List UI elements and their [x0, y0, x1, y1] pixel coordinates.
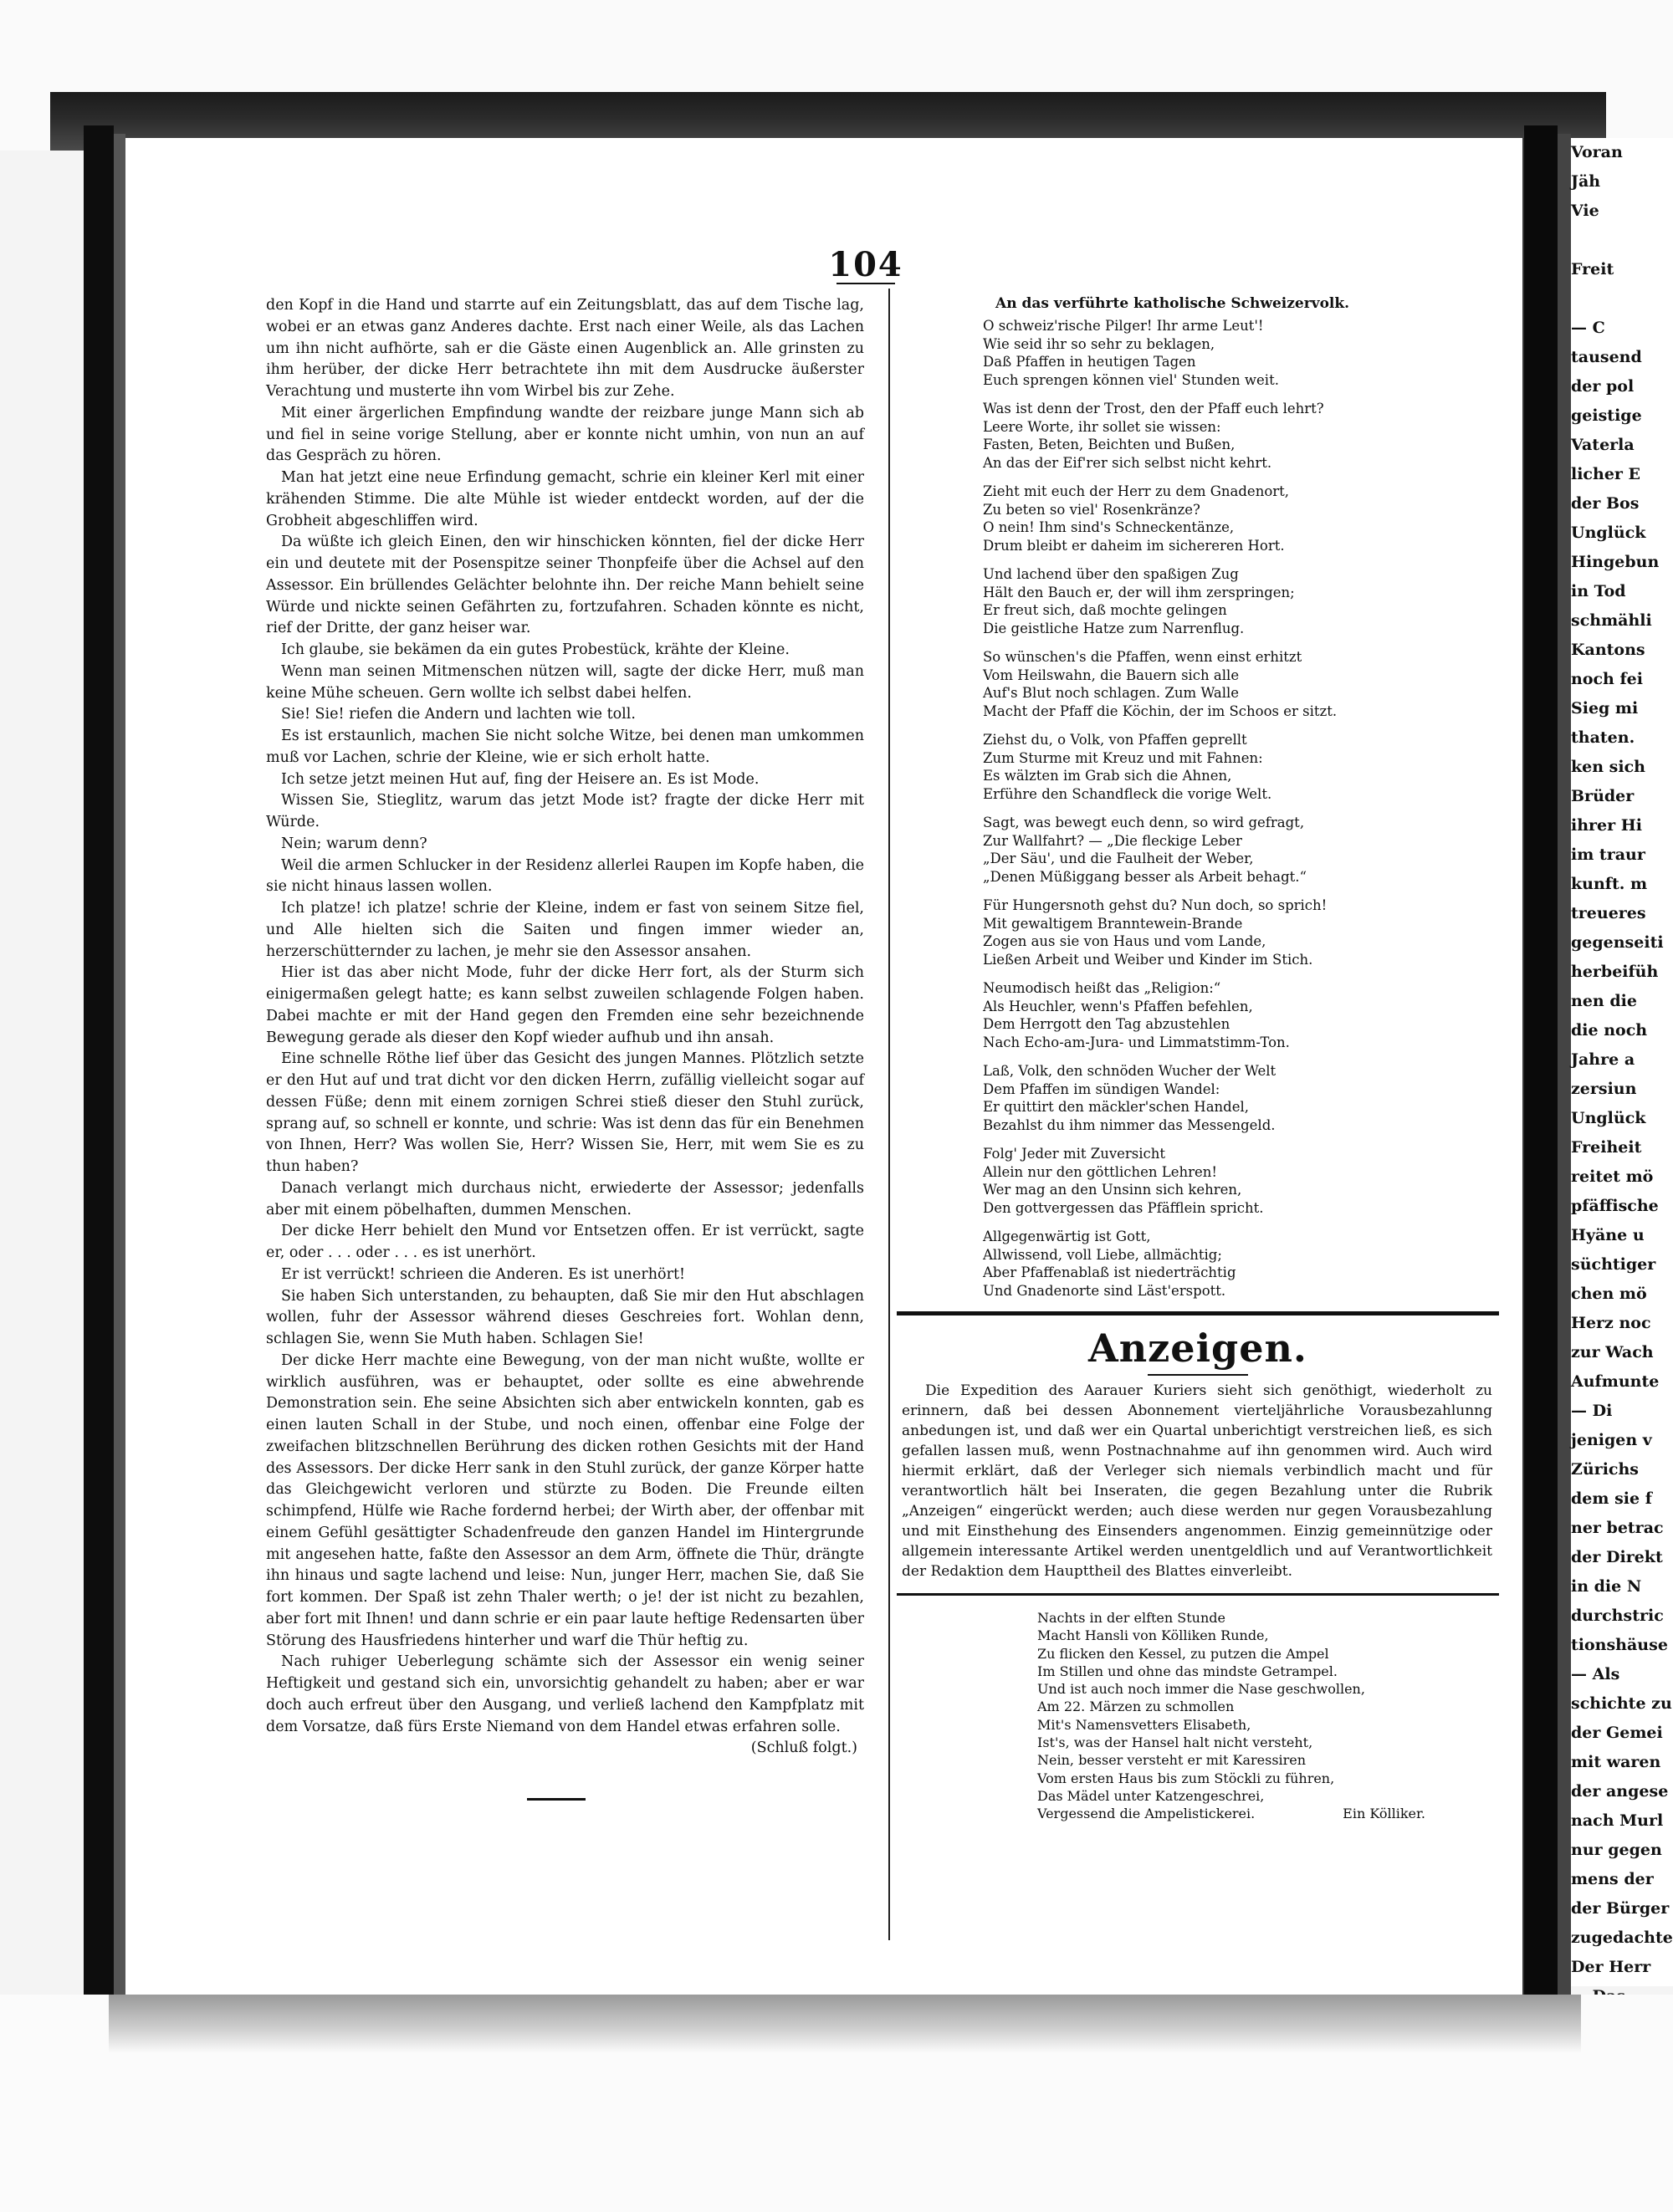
poem-line: Zogen aus sie von Haus und vom Lande,	[983, 933, 1266, 949]
story-paragraph: Sie haben Sich unterstanden, zu behaupten, daß Sie mir den Hut abschlagen wollen, fuhr der Assessor während dieses Geschreies fort. Wohlan denn, schlagen Sie, wenn Sie Muth haben. Schlagen Sie!	[266, 1287, 864, 1347]
poem-line: O nein! Ihm sind's Schneckentänze,	[983, 519, 1235, 535]
next-page-line: licher E	[1571, 465, 1641, 483]
next-page-line: Herz noc	[1571, 1314, 1651, 1332]
ad-verse-line: Ist's, was der Hansel halt nicht versteht,	[1037, 1734, 1313, 1751]
next-page-line: Hyäne u	[1571, 1226, 1645, 1244]
poem-line: Mit gewaltigem Branntewein-Brande	[983, 915, 1243, 932]
next-page-line: thaten.	[1571, 728, 1635, 747]
story-column	[266, 295, 864, 1801]
poem	[983, 317, 1499, 1300]
poem-line: Laß, Volk, den schnöden Wucher der Welt	[983, 1063, 1276, 1079]
ads-notice: Die Expedition des Aarauer Kuriers sieht sich genöthigt, wiederholt zu erinnern, daß bei dessen Abonnement vierteljährliche Vorausbezahlunng anbedungen ist, und daß wer ein Quartal unberichtigt verstreichen ließ, es sich gefallen lassen muß, wenn Postnachnahme auf ihn genommen wird. Auch wird hiermit erklärt, daß der Verleger sich niemals verbindlich macht und für verantwortlich hält bei Inseraten, die gegen Bezahlung unter die Rubrik „Anzeigen“ eingerückt werden; auch diese werden nur gegen Vorausbezahlung und mit Einsthehung des Einsenders angenommen. Einzig gemeinnützige oder allgemein interessante Artikel werden unentgeldlich und auf Verantwortlichkeit der Redaktion dem Haupttheil des Blattes einverleibt.	[902, 1382, 1492, 1580]
poem-line: Er freut sich, daß mochte gelingen	[983, 602, 1227, 618]
ad-verse-line: Nachts in der elften Stunde	[1037, 1610, 1225, 1626]
next-page-line: jenigen v	[1571, 1431, 1652, 1449]
story-paragraph: Es ist erstaunlich, machen Sie nicht solche Witze, bei denen man umkommen muß vor Lachen, schrie der Kleine, wie er sich erholt hatte.	[266, 728, 864, 766]
right-column	[897, 295, 1499, 1823]
next-page-line: — Di	[1571, 1402, 1613, 1420]
next-page-line: treueres	[1571, 904, 1646, 922]
poem-line: Ließen Arbeit und Weiber und Kinder im Stich.	[983, 951, 1313, 968]
story-paragraph: Ich platze! ich platze! schrie der Kleine, indem er fast von seinem Sitze fiel, und Alle hielten sich die Saiten und fingen immer wieder an, herzerschütternder zu lachen, je mehr sie den Assessor ansahen.	[266, 900, 864, 960]
poem-line: Aber Pfaffenablaß ist niederträchtig	[983, 1264, 1236, 1280]
poem-line: Allein nur den göttlichen Lehren!	[983, 1163, 1218, 1180]
poem-title: An das verführte katholische Schweizervolk.	[995, 295, 1350, 312]
next-page-line: dem sie f	[1571, 1489, 1652, 1508]
story-paragraph: Wenn man seinen Mitmenschen nützen will, sagte der dicke Herr, muß man keine Mühe scheuen. Gern wollte ich selbst dabei helfen.	[266, 662, 864, 702]
ads-heading: Anzeigen.	[1088, 1326, 1307, 1371]
poem-line: Ziehst du, o Volk, von Pfaffen geprellt	[983, 732, 1247, 748]
next-page-line: — C	[1571, 319, 1605, 337]
next-page-line: ner betrac	[1571, 1519, 1664, 1537]
poem-line: Nach Echo-am-Jura- und Limmatstimm-Ton.	[983, 1034, 1290, 1050]
ad-verse-line: Am 22. Märzen zu schmollen	[1037, 1699, 1235, 1715]
next-page-line: Aufmunte	[1571, 1372, 1660, 1391]
next-page-line: Kantons	[1571, 641, 1645, 659]
poem-line: Folg' Jeder mit Zuversicht	[983, 1146, 1166, 1162]
story-paragraph: Nach ruhiger Ueberlegung schämte sich der Assessor ein wenig seiner Heftigkeit und gestand sich ein, unvorsichtig gehandelt zu haben; aber er war doch auch erfreut über den Ausgang, und verließ lachend den Kampfplatz mit dem Vorsatze, daß fürs Erste Niemand von dem Handel etwas erfahren solle.	[266, 1653, 864, 1735]
ads-notice-rule	[897, 1593, 1499, 1596]
next-page-line: Vie	[1571, 202, 1599, 220]
next-page-line: Brüder	[1571, 787, 1635, 805]
next-page-line: die noch	[1571, 1021, 1648, 1040]
poem-line: Auf's Blut noch schlagen. Zum Walle	[983, 685, 1240, 701]
next-page-line: Jahre a	[1571, 1050, 1635, 1069]
poem-stanza	[983, 1062, 1499, 1134]
next-page-line: der Gemei	[1571, 1724, 1663, 1742]
poem-stanza	[983, 814, 1499, 886]
poem-line: Leere Worte, ihr sollet sie wissen:	[983, 418, 1221, 435]
poem-stanza	[983, 1145, 1499, 1217]
poem-line: Erführe den Schandfleck die vorige Welt.	[983, 785, 1272, 802]
column-divider	[888, 289, 890, 1940]
next-page-line: nur gegen	[1571, 1841, 1662, 1859]
page-binding-gutter	[1524, 125, 1558, 2049]
story-paragraph: Nein; warum denn?	[281, 835, 427, 852]
ad-verse-line: Das Mädel unter Katzengeschrei,	[1037, 1787, 1265, 1804]
poem-line: Zu beten so viel' Rosenkränze?	[983, 501, 1200, 518]
next-page-line: der pol	[1571, 377, 1635, 396]
next-page-line: mens der	[1571, 1870, 1654, 1888]
scan-left-edge-shade	[114, 134, 125, 1999]
next-page-line: Unglück	[1571, 1109, 1646, 1127]
ad-signature: Ein Kölliker.	[1343, 1806, 1425, 1822]
poem-line: Hält den Bauch er, der will ihm zerspringen;	[983, 584, 1295, 600]
next-page-line: — Als	[1571, 1665, 1620, 1683]
next-page-line: süchtiger	[1571, 1255, 1656, 1274]
scan-bottom-margin	[0, 1995, 1673, 2212]
next-page-line: Freiheit	[1571, 1138, 1642, 1157]
next-page-line: Der Herr	[1571, 1958, 1651, 1976]
story-paragraph: Da wüßte ich gleich Einen, den wir hinschicken könnten, fiel der dicke Herr ein und deutete mit der Posenspitze seiner Thonpfeife über die Achsel auf den Assessor. Ein brüllendes Gelächter belohnte ihn. Der reiche Mann behielt seine Würde und nickte seinen Gefährten zu, fortzufahren. Schaden könnte es nicht, rief der Dritte, der ganz heiser war.	[266, 534, 864, 637]
page-number: 104	[828, 245, 903, 284]
section-rule	[897, 1311, 1499, 1315]
poem-line: Die geistliche Hatze zum Narrenflug.	[983, 620, 1245, 636]
poem-line: Zieht mit euch der Herr zu dem Gnadenort,	[983, 483, 1290, 499]
poem-line: Euch sprengen können viel' Stunden weit.	[983, 371, 1279, 388]
poem-line: Dem Herrgott den Tag abzustehlen	[983, 1016, 1230, 1032]
next-page-line: Jäh	[1571, 172, 1601, 191]
poem-line: Dem Pfaffen im sündigen Wandel:	[983, 1080, 1220, 1097]
poem-line: Neumodisch heißt das „Religion:“	[983, 980, 1221, 996]
next-page-line	[1571, 226, 1673, 255]
poem-line: „Denen Müßiggang besser als Arbeit behagt.“	[983, 868, 1307, 885]
poem-stanza	[983, 731, 1499, 803]
next-page-line: Zürichs	[1571, 1460, 1639, 1479]
next-page-line: nach Murl	[1571, 1811, 1664, 1830]
story-end-rule	[527, 1798, 586, 1801]
poem-stanza	[983, 979, 1499, 1051]
next-page-line: der angese	[1571, 1782, 1669, 1801]
next-page-line: gegenseiti	[1571, 933, 1664, 952]
next-page-line: mit waren	[1571, 1753, 1661, 1771]
continued-note-row	[266, 1738, 864, 1760]
poem-line: Für Hungersnoth gehst du? Nun doch, so sprich!	[983, 897, 1328, 913]
poem-line: Wie seid ihr so sehr zu beklagen,	[983, 335, 1215, 352]
poem-line: Allgegenwärtig ist Gott,	[983, 1229, 1151, 1244]
next-page-line: kunft. m	[1571, 875, 1648, 893]
poem-line: Und Gnadenorte sind Läst'erspott.	[983, 1282, 1226, 1299]
continued-note: (Schluß folgt.)	[750, 1739, 857, 1757]
ad-verse	[1037, 1609, 1499, 1823]
next-page-line: in die N	[1571, 1577, 1642, 1596]
next-page-line: zersiun	[1571, 1080, 1637, 1098]
next-page-line: in Tod	[1571, 582, 1626, 600]
poem-line: Zur Wallfahrt? — „Die fleckige Leber	[983, 832, 1242, 849]
story-paragraph: Er ist verrückt! schrieen die Anderen. Es ist unerhört!	[281, 1265, 686, 1283]
next-page-line	[1571, 284, 1673, 314]
ad-verse-line: Nein, besser versteht er mit Karessiren	[1037, 1752, 1307, 1769]
story-paragraph: Der dicke Herr behielt den Mund vor Entsetzen offen. Er ist verrückt, sagte er, oder . . . oder . . . es ist unerhört.	[266, 1223, 864, 1261]
ad-verse-line	[1037, 1805, 1499, 1822]
next-page-line: tionshäuse	[1571, 1636, 1668, 1654]
story-paragraph: Sie! Sie! riefen die Andern und lachten wie toll.	[281, 706, 636, 723]
poem-stanza	[983, 648, 1499, 720]
ad-verse-line: Im Stillen und ohne das mindste Getrampel.	[1037, 1663, 1338, 1679]
ad-verse-line-text: Vergessend die Ampelistickerei.	[1037, 1806, 1256, 1822]
poem-line: An das der Eif'rer sich selbst nicht kehrt.	[983, 454, 1272, 471]
next-page-line: tausend	[1571, 348, 1642, 366]
poem-line: O schweiz'rische Pilger! Ihr arme Leut'!	[983, 318, 1264, 334]
poem-line: Drum bleibt er daheim im sichereren Hort.	[983, 537, 1285, 554]
next-page-line: zugedachte	[1571, 1928, 1673, 1947]
next-page-line: der Direkt	[1571, 1548, 1663, 1566]
poem-line: Zum Sturme mit Kreuz und mit Fahnen:	[983, 749, 1263, 766]
scan-top-margin	[0, 0, 1673, 151]
next-page-line: ihrer Hi	[1571, 816, 1642, 835]
story-paragraph: Mit einer ärgerlichen Empfindung wandte der reizbare junge Mann sich ab und fiel in seine vorige Stellung, aber er konnte nicht umhin, von nun an auf das Gespräch zu hören.	[266, 404, 864, 465]
story-paragraph: Hier ist das aber nicht Mode, fuhr der dicke Herr fort, als der Sturm sich einigermaßen gelegt hatte; es kann selbst zuweilen schlagende Folgen haben. Dabei machte er mit der Hand gegen den Fremden eine sehr bezeichnende Bewegung gerade als dieser den Kopf wieder aufhub und ihn ansah.	[266, 964, 864, 1046]
story-paragraph: Danach verlangt mich durchaus nicht, erwiederte der Assessor; jedenfalls aber mit einem pöbelhaften, dummen Menschen.	[266, 1179, 864, 1218]
story-paragraph: Weil die armen Schlucker in der Residenz allerlei Raupen im Kopfe haben, die sie nicht hinaus lassen wollen.	[266, 856, 864, 896]
ads-heading-rule	[1148, 1374, 1248, 1376]
next-page-line: geistige	[1571, 406, 1642, 425]
poem-stanza	[983, 897, 1499, 968]
poem-stanza	[983, 483, 1499, 554]
ad-verse-line: Zu flicken den Kessel, zu putzen die Ampel	[1037, 1645, 1329, 1662]
poem-line: Fasten, Beten, Beichten und Bußen,	[983, 437, 1236, 452]
next-page-line: chen mö	[1571, 1285, 1647, 1303]
ad-verse-lines	[1037, 1609, 1499, 1823]
poem-line: Es wälzten im Grab sich die Ahnen,	[983, 768, 1232, 784]
story-paragraph: Eine schnelle Röthe lief über das Gesicht des jungen Mannes. Plötzlich setzte er den Hut auf und trat dicht vor den dicken Herrn, zufällig vielleicht sogar auf dessen Füße; denn mit einem zornigen Schrei stieß dieser den Stuhl zurück, sprang auf, so schnell er konnte, und schrie: Was ist denn das für ein Benehmen von Ihnen, Herr? Was wollen Sie, Herr? Wissen Sie, Herr, mit wem Sie es zu thun haben?	[266, 1050, 864, 1175]
next-page-line: Freit	[1571, 260, 1614, 278]
next-page-line: noch fei	[1571, 670, 1643, 688]
page-binding-shade	[1558, 134, 1571, 2041]
poem-line: Wer mag an den Unsinn sich kehren,	[983, 1182, 1242, 1198]
next-page-line: nen die	[1571, 992, 1637, 1010]
next-page-line: im traur	[1571, 845, 1645, 864]
next-page-line: schichte zu	[1571, 1694, 1672, 1713]
next-page-line: pfäffische	[1571, 1197, 1659, 1215]
next-page-fragment	[1571, 138, 1673, 1986]
story-paragraph: den Kopf in die Hand und starrte auf ein Zeitungsblatt, das auf dem Tische lag, wobei er an etwas ganz Anderes dachte. Erst nach einer Weile, als das Lachen um ihn nicht aufhörte, sah er die Gäste einen Augenblick an. Alle grinsten zu ihm herüber, der dicke Herr betrachtete ihn mit dem Ausdrucke äußerster Verachtung und musterte ihn vom Wirbel bis zur Zehe.	[266, 297, 864, 400]
story-paragraph: Ich glaube, sie bekämen da ein gutes Probestück, krähte der Kleine.	[281, 641, 790, 658]
poem-line: So wünschen's die Pfaffen, wenn einst erhitzt	[983, 649, 1302, 665]
poem-line: Bezahlst du ihm nimmer das Messengeld.	[983, 1116, 1276, 1133]
poem-line: Als Heuchler, wenn's Pfaffen befehlen,	[983, 998, 1253, 1014]
next-page-line: der Bürger	[1571, 1899, 1670, 1918]
ad-verse-line: Vom ersten Haus bis zum Stöckli zu führen,	[1037, 1770, 1335, 1786]
poem-stanza	[983, 400, 1499, 472]
poem-line: Macht der Pfaff die Köchin, der im Schoos er sitzt.	[983, 702, 1338, 719]
ad-verse-line: Macht Hansli von Kölliken Runde,	[1037, 1627, 1269, 1644]
next-page-line: zur Wach	[1571, 1343, 1654, 1361]
next-page-line: Hingebun	[1571, 553, 1660, 571]
poem-stanza	[983, 565, 1499, 637]
poem-line: Allwissend, voll Liebe, allmächtig;	[983, 1246, 1222, 1263]
next-page-line: Vaterla	[1571, 436, 1635, 454]
page-number-rule	[836, 283, 895, 284]
story-paragraph: Der dicke Herr machte eine Bewegung, von der man nicht wußte, wollte er wirklich ausführen, was er behauptet, oder sollte es eine abwehrende Demonstration sein. Ehe seine Absichten sich aber entwickeln konnten, gab es einen lauten Schall in der Stube, und noch einen, offenbar eine Folge der zweifachen blitzschnellen Berührung des dicken rothen Gesichts mit der Hand des Assessors. Der dicke Herr sank in den Stuhl zurück, der ganze Körper hatte das Gleichgewicht verloren und stürzte zu Boden. Die Freunde eilten schimpfend, Hülfe wie Rache fordernd herbei; der Wirth aber, der offenbar mit einem Gefühl gesättigter Schadenfreude den ganzen Handel im Hintergrunde mit angesehen hatte, faßte den Assessor an dem Arm, öffnete die Thür, drängte ihn hinaus und sagte lachend und leise: Nun, junger Herr, machen Sie, daß Sie fort kommen. Der Spaß ist zehn Thaler werth; o je! der ist nicht zu bezahlen, aber fort mit Ihnen! und dann schrie er ein paar laute heftige Redensarten über Störung des Hausfriedens hinterher und warf die Thür heftig zu.	[266, 1351, 864, 1649]
next-page-lines	[1571, 138, 1673, 2041]
story-paragraph: Man hat jetzt eine neue Erfindung gemacht, schrie ein kleiner Kerl mit einer krähenden Stimme. Die alte Mühle ist wieder entdeckt worden, auf der die Grobheit abgeschliffen wird.	[266, 469, 864, 529]
poem-line: Was ist denn der Trost, den der Pfaff euch lehrt?	[983, 401, 1324, 416]
poem-stanza	[983, 317, 1499, 389]
story-paragraphs	[266, 295, 864, 1738]
next-page-line: durchstric	[1571, 1607, 1664, 1625]
next-page-line: Sieg mi	[1571, 699, 1639, 718]
story-paragraph: Wissen Sie, Stieglitz, warum das jetzt Mode ist? fragte der dicke Herr mit Würde.	[266, 792, 864, 830]
next-page-line: der Bos	[1571, 494, 1640, 513]
poem-line: Sagt, was bewegt euch denn, so wird gefragt,	[983, 815, 1305, 830]
ad-verse-line: Mit's Namensvetters Elisabeth,	[1037, 1716, 1251, 1733]
next-page-line: reitet mö	[1571, 1167, 1654, 1186]
next-page-line: ken sich	[1571, 758, 1645, 776]
poem-stanza	[983, 1228, 1499, 1300]
scan-left-edge	[84, 125, 114, 2015]
poem-line: Er quittirt den mäckler'schen Handel,	[983, 1099, 1250, 1115]
poem-line: Daß Pfaffen in heutigen Tagen	[983, 354, 1196, 370]
poem-line: Und lachend über den spaßigen Zug	[983, 566, 1239, 582]
scan-bottom-shade	[109, 1995, 1581, 2053]
poem-line: Vom Heilswahn, die Bauern sich alle	[983, 667, 1240, 683]
ad-verse-line: Und ist auch noch immer die Nase geschwollen,	[1037, 1681, 1365, 1698]
next-page-line: schmähli	[1571, 611, 1652, 630]
next-page-line: herbeifüh	[1571, 963, 1659, 981]
next-page-line: Unglück	[1571, 524, 1646, 542]
poem-line: „Der Säu', und die Faulheit der Weber,	[983, 851, 1254, 866]
next-page-line: Voran	[1571, 143, 1623, 161]
story-paragraph: Ich setze jetzt meinen Hut auf, fing der Heisere an. Es ist Mode.	[281, 770, 760, 788]
poem-line: Den gottvergessen das Pfäfflein spricht.	[983, 1199, 1264, 1216]
